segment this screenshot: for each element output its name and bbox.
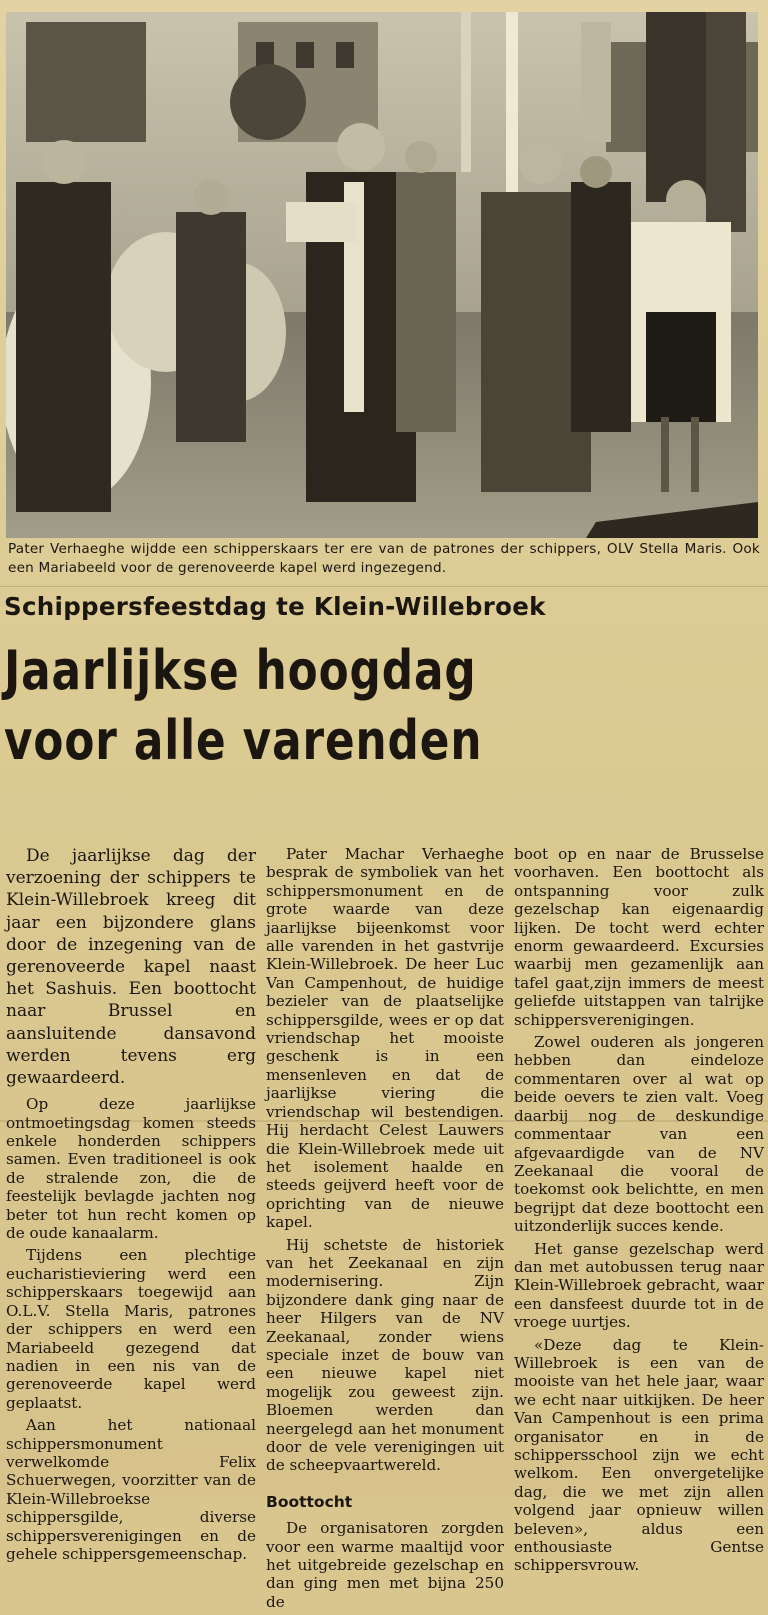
article-lead-paragraph: De jaarlijkse dag der verzoening der schippers te Klein-Willebroek kreeg dit jaar een bijzondere glans door de inzegening van de gerenoveerde kapel naast het Sashuis. Een boottocht naar Brussel en aansluitende dansavond werden tevens erg gewaardeerd. — [6, 846, 256, 1089]
article-paragraph: De organisatoren zorgden voor een warme maaltijd voor het uitgebreide gezelschap en dan ging men met bijna 250 de — [266, 1519, 504, 1611]
paper-crease — [0, 1120, 768, 1122]
photo-caption: Pater Verhaeghe wijdde een schipperskaars ter ere van de patrones der schippers, OLV Stella Maris. Ook een Mariabeeld voor de gerenoveerde kapel werd ingezegend. — [8, 541, 760, 576]
article-column-1 — [6, 845, 256, 1567]
article-paragraph: Tijdens een plechtige eucharistieviering werd een schipperskaars toegewijd aan O.L.V. Stella Maris, patrones der schippers en werd een Mariabeeld gezegend dat nadien in een nis van de gerenoveerde kapel werd geplaatst. — [6, 1246, 256, 1412]
article-headline — [4, 636, 562, 776]
article-paragraph: Zowel ouderen als jongeren hebben dan eindeloze commentaren over al wat op beide oevers te zien valt. Voeg daarbij nog de deskundige commentaar van een afgevaardigde van de NV Zeekanaal die vooral de toekomst ook belichtte, en men begrijpt dat deze boottocht een uitzonderlijk succes kende. — [514, 1033, 764, 1236]
article-column-2 — [266, 845, 504, 1615]
article-paragraph: Op deze jaarlijkse ontmoetingsdag komen steeds enkele honderden schippers samen. Even traditioneel is ook de stralende zon, die de feestelijk bevlagde jachten nog beter tot hun recht komen op de oude kanaalarm. — [6, 1095, 256, 1243]
article-paragraph: Hij schetste de historiek van het Zeekanaal en zijn modernisering. Zijn bijzondere dank ging naar de heer Hilgers van de NV Zeekanaal, zonder wiens speciale inzet de bouw van een nieuwe kapel niet mogelijk zou geweest zijn. Bloemen werden dan neergelegd aan het monument door de vele verenigingen uit de scheepvaartwereld. — [266, 1235, 504, 1475]
article-paragraph: Aan het nationaal schippersmonument verwelkomde Felix Schuerwegen, voorzitter van de Klein-Willebroekse schippersgilde, diverse schippersverenigingen en de gehele schippersgemeenschap. — [6, 1416, 256, 1563]
article-paragraph: «Deze dag te Klein-Willebroek is een van de mooiste van het hele jaar, waar we echt naar uitkijken. De heer Van Campenhout is een prima organisator en in de schippersschool zijn we echt welkom. Een onvergetelijke dag, die we met zijn allen volgend jaar opnieuw willen beleven», aldus een enthousiaste Gentse schippersvrouw. — [514, 1335, 764, 1575]
article-column-3 — [514, 845, 764, 1579]
divider — [0, 586, 768, 587]
headline-line-1: Jaarlijkse hoogdag — [4, 639, 477, 702]
article-paragraph: boot op en naar de Brusselse voorhaven. Een boottocht als ontspanning voor zulk gezelschap kan eigenaardig lijken. De tocht werd echter enorm gewaardeerd. Excursies waarbij men gezamenlijk aan tafel gaat,zijn immers de meest geliefde uitstappen van talrijke schippersverenigingen. — [514, 845, 764, 1029]
article-paragraph: Het ganse gezelschap werd dan met autobussen terug naar Klein-Willebroek gebracht, waar een dansfeest duurde tot in de vroege uurtjes. — [514, 1239, 764, 1332]
photo-icon — [6, 12, 758, 538]
article-subtitle: Schippersfeestdag te Klein-Willebroek — [4, 592, 546, 621]
section-heading: Boottocht — [266, 1492, 353, 1511]
article-paragraph: Pater Machar Verhaeghe besprak de symboliek van het schippersmonument en de grote waarde van deze jaarlijkse bijeenkomst voor alle varenden in het gastvrije Klein-Willebroek. De heer Luc Van Campenhout, de huidige bezieler van de plaatselijke schippersgilde, wees er op dat vriendschap het mooiste geschenk is in een mensenleven en dat de jaarlijkse viering die vriendschap wil bestendigen. Hij herdacht Celest Lauwers die Klein-Willebroek mede uit het isolement haalde en steeds geijverd heeft voor de oprichting van de nieuwe kapel. — [266, 845, 504, 1232]
news-photo — [6, 12, 758, 538]
headline-line-2: voor alle varenden — [4, 709, 483, 772]
